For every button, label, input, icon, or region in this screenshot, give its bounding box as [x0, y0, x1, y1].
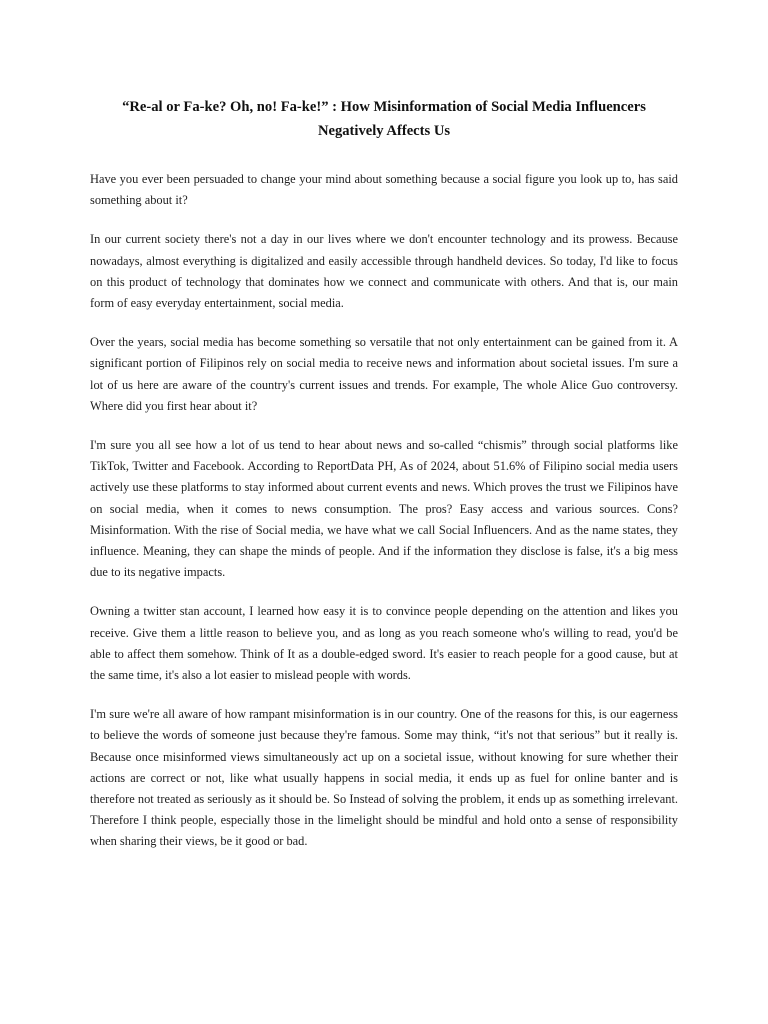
document-title: “Re-al or Fa-ke? Oh, no! Fa-ke!” : How Misinformation of Social Media Influencers Negatively Affects Us [122, 99, 646, 139]
paragraph-social-influencers: I'm sure you all see how a lot of us tend to hear about news and so-called “chismis” through social platforms like TikTok, Twitter and Facebook. According to ReportData PH, As of 2024, about 51.6% of Filipino social media users actively use these platforms to stay informed about current events and news. Which proves the trust we Filipinos have on social media, when it comes to news consumption. The pros? Easy access and various sources. Cons? Misinformation. With the rise of Social media, we have what we call Social Influencers. And as the name states, they influence. Meaning, they can shape the minds of people. And if the information they disclose is false, it's a big mess due to its negative impacts. [90, 438, 678, 580]
paragraph-social-media-news: Over the years, social media has become something so versatile that not only entertainment can be gained from it. A significant portion of Filipinos rely on social media to receive news and information about societal issues. I'm sure a lot of us here are aware of the country's current issues and trends. For example, The whole Alice Guo controversy. Where did you first hear about it? [90, 335, 678, 413]
paragraph-technology: In our current society there's not a day in our lives where we don't encounter technology and its prowess. Because nowadays, almost everything is digitalized and easily accessible through handheld devices. So today, I'd like to focus on this product of technology that dominates how we connect and communicate with others. And that is, our main form of easy everyday entertainment, social media. [90, 232, 678, 311]
paragraph-conclusion: I'm sure we're all aware of how rampant misinformation is in our country. One of the reasons for this, is our eagerness to believe the words of someone just because they're famous. Some may think, “it's not that serious” but it really is. Because once misinformed views simultaneously act up on a societal issue, without knowing for sure whether their actions are correct or not, like what usually happens in social media, it ends up as fuel for online banter and is therefore not treated as seriously as it should be. So Instead of solving the problem, it ends up as something irrelevant. Therefore I think people, especially those in the limelight should be mindful and hold onto a sense of responsibility when sharing their views, be it good or bad. [90, 707, 678, 849]
paragraph-intro-question: Have you ever been persuaded to change your mind about something because a social figure you look up to, has said something about it? [90, 172, 678, 208]
document-body [90, 95, 678, 871]
paragraph-stan-account: Owning a twitter stan account, I learned how easy it is to convince people depending on the attention and likes you receive. Give them a little reason to believe you, and as long as you reach someone who's willing to read, you'd be able to affect them somehow. Think of It as a double-edged sword. It's easier to reach people for a good cause, but at the same time, it's also a lot easier to mislead people with words. [90, 604, 678, 683]
